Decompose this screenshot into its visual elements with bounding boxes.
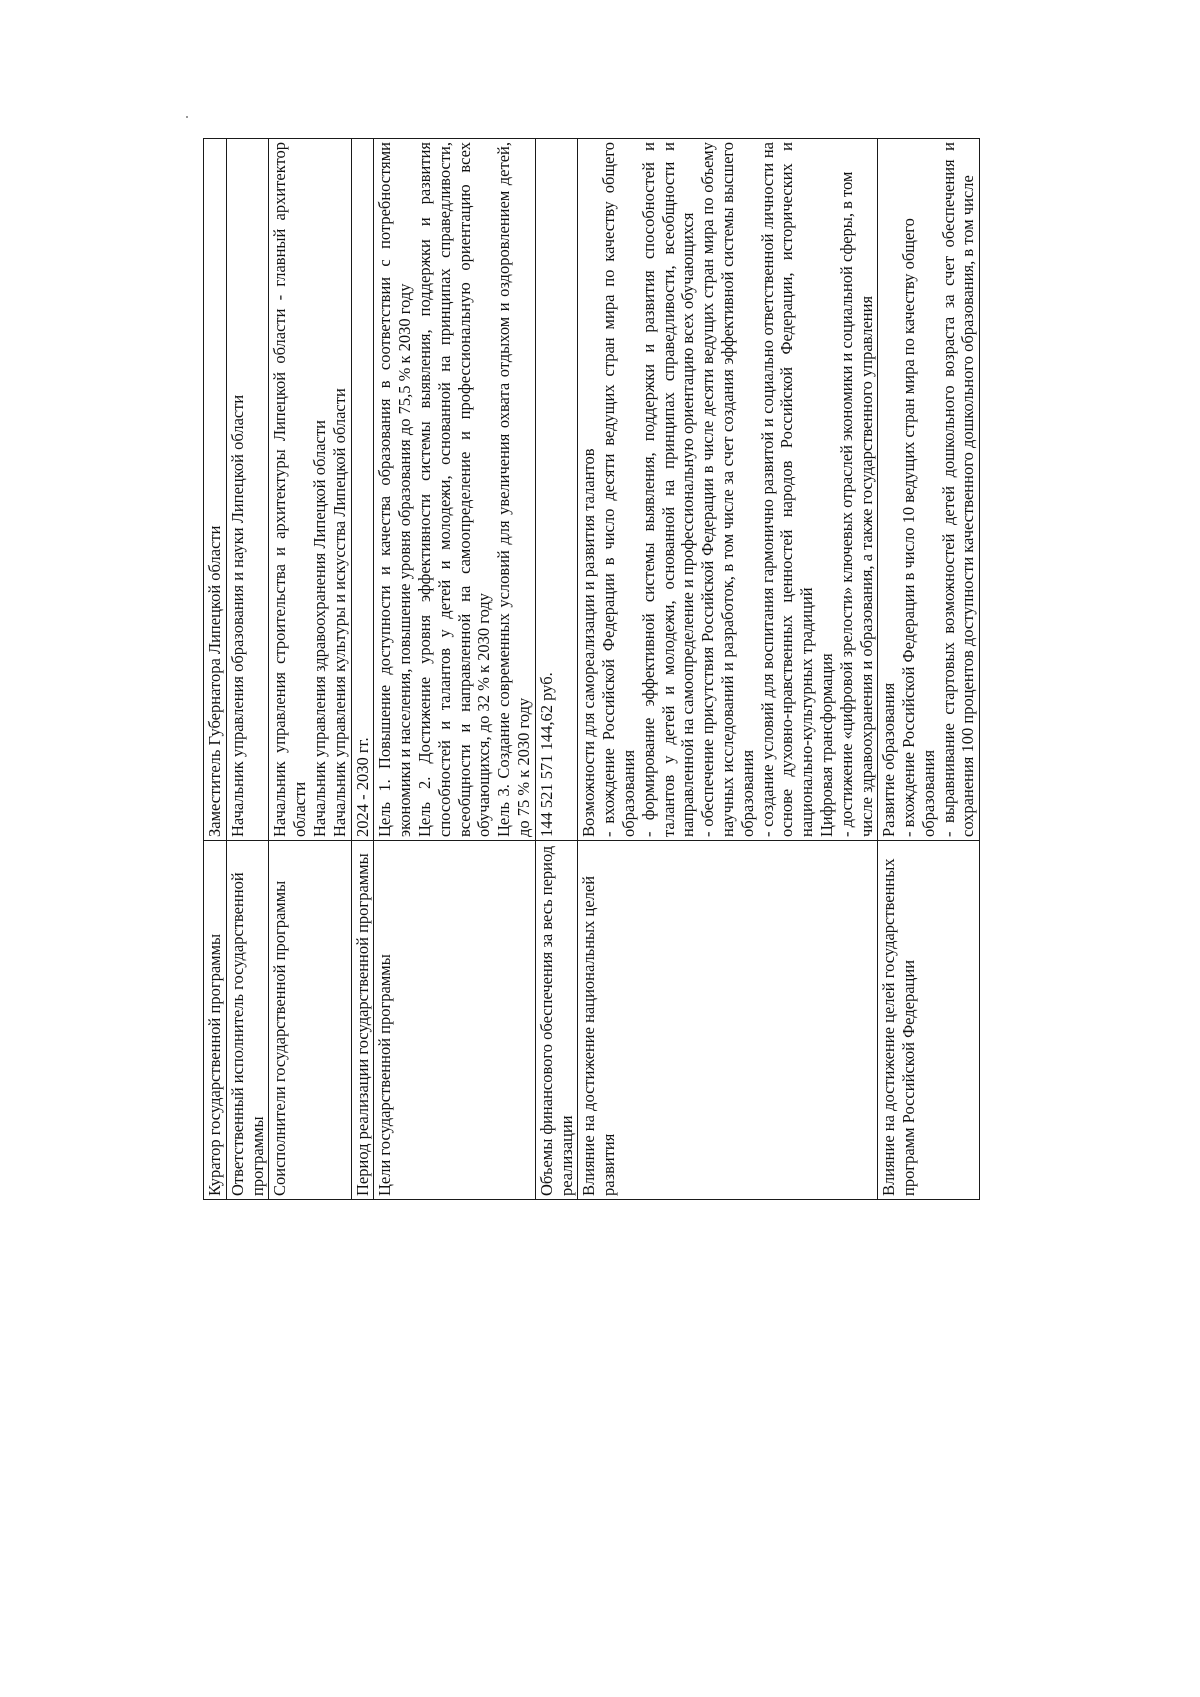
row-value (351, 139, 374, 841)
value-line: Начальник управления культуры и искусства Липецкой области (329, 388, 349, 837)
program-passport-table (203, 138, 980, 1200)
value-line: Развитие образования (879, 682, 899, 837)
row-label: Период реализации государственной программы (351, 841, 374, 1200)
row-value (226, 139, 269, 841)
table-row (226, 139, 269, 1200)
row-value (204, 139, 227, 841)
row-value (535, 139, 578, 841)
row-value (269, 139, 351, 841)
table-row (204, 139, 227, 1200)
value-line: - вхождение Российской Федерации в число десяти ведущих стран мира по качеству общего образования (599, 142, 638, 837)
row-value (374, 139, 535, 841)
value-line: Начальник управления строительства и архитектуры Липецкой области - главный архитектор области (270, 142, 310, 837)
value-line: - вхождение Российской Федерации в число 10 ведущих стран мира по качеству общего образования (899, 218, 938, 837)
row-label: Влияние на достижение целей государственных программ Российской Федерации (878, 841, 980, 1200)
table-row (578, 139, 878, 1200)
table-row (878, 139, 980, 1200)
rotated-page (203, 138, 1068, 1200)
row-value (878, 139, 980, 841)
value-line: Цель 2. Достижение уровня эффективности системы выявления, поддержки и развития способностей и талантов у детей и молодежи, основанной на принципах справедливости, всеобщности и направленной на самоопределение и профессиональную ориентацию всех обучающихся, до 32 % к 2030 году (414, 142, 494, 837)
value-line: 2024 - 2030 гг. (352, 737, 372, 837)
value-line: Цель 1. Повышение доступности и качества образования в соответствии с потребностями экономики и населения, повышение уровня образования до 75,5 % к 2030 году (375, 142, 415, 837)
table-row (269, 139, 351, 1200)
row-label: Соисполнители государственной программы (269, 841, 351, 1200)
value-line: Цифровая трансформация (816, 653, 836, 837)
scan-speck (186, 116, 188, 118)
value-line: Начальник управления здравоохранения Липецкой области (309, 420, 329, 837)
table-row (374, 139, 535, 1200)
row-label: Влияние на достижение национальных целей развития (578, 841, 878, 1200)
value-line: Начальник управления образования и науки Липецкой области (227, 394, 247, 837)
value-line: 144 521 571 144,62 руб. (536, 672, 556, 837)
value-line: - создание условий для воспитания гармонично развитой и социально ответственной личности на основе духовно-нравственных ценностей народов Российской Федерации, исторических и национально-культурных традиций (757, 142, 817, 837)
value-line: - достижение «цифровой зрелости» ключевых отраслей экономики и социальной сферы, в том числе здравоохранения и образования, а также государственного управления (836, 171, 876, 837)
row-label: Ответственный исполнитель государственной программы (226, 841, 269, 1200)
value-line: Заместитель Губернатора Липецкой области (205, 525, 224, 837)
row-value (578, 139, 878, 841)
row-label: Куратор государственной программы (204, 841, 227, 1200)
table-row (535, 139, 578, 1200)
row-label: Цели государственной программы (374, 841, 535, 1200)
value-line: - выравнивание стартовых возможностей детей дошкольного возраста за счет обеспечения и сохранения 100 процентов доступности качественного дошкольного образования, в том числе (938, 142, 978, 837)
value-line: Возможности для самореализации и развития талантов (579, 448, 599, 837)
value-line: - формирование эффективной системы выявления, поддержки и развития способностей и талантов у детей и молодежи, основанной на принципах справедливости, всеобщности и направленной на самоопределение и профессиональную ориентацию всех обучающихся (638, 142, 698, 837)
value-line: - обеспечение присутствия Российской Федерации в числе десяти ведущих стран мира по объему научных исследований и разработок, в том числе за счет создания эффективной системы высшего образования (698, 142, 757, 837)
row-label: Объемы финансового обеспечения за весь период реализации (535, 841, 578, 1200)
table-row (351, 139, 374, 1200)
value-line: Цель 3. Создание современных условий для увеличения охвата отдыхом и оздоровлением детей, до 75 % к 2030 году (494, 142, 533, 837)
